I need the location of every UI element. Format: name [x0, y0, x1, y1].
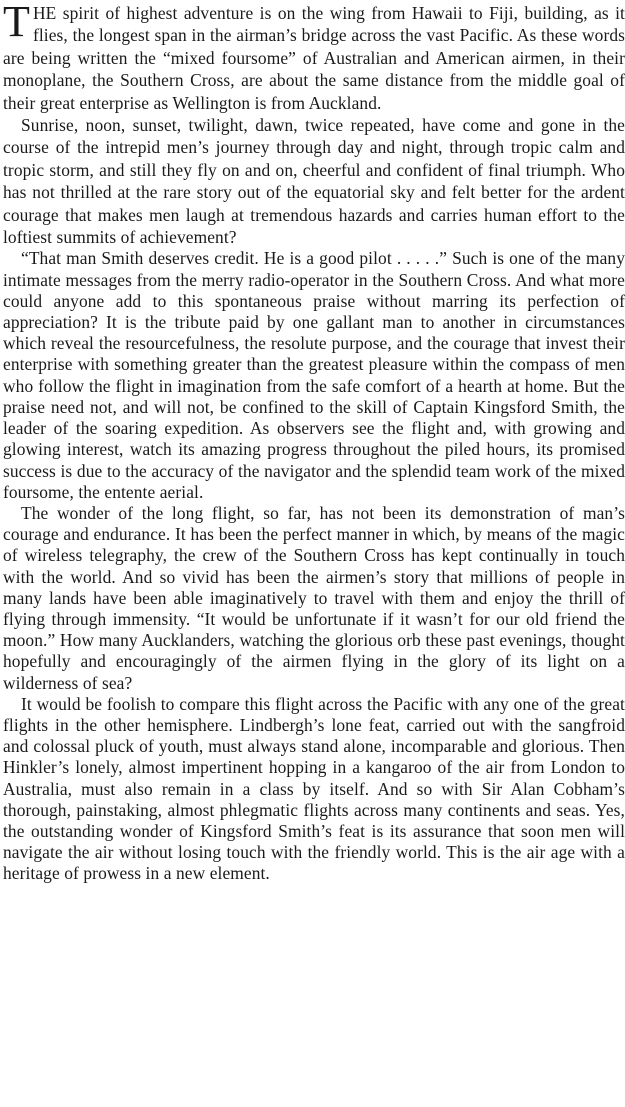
- article: [3, 2, 625, 885]
- paragraph-1-text: HE spirit of highest adventure is on the wing from Hawaii to Fiji, building, as it flies, the longest span in the airman’s bridge across the vast Pacific. As these words are being written the “mixed foursome” of Australian and American airmen, in their monoplane, the Southern Cross, are about the same distance from the middle goal of their great enterprise as Wellington is from Auckland.: [3, 3, 625, 113]
- article-paragraph-4: The wonder of the long flight, so far, has not been its demonstration of man’s courage and endurance. It has been the perfect manner in which, by means of the magic of wireless telegraphy, the crew of the Southern Cross has kept continually in touch with the world. And so vivid has been the airmen’s story that millions of people in many lands have been able imaginatively to travel with them and enjoy the thrill of flying through immensity. “It would be unfortunate if it wasn’t for our old friend the moon.” How many Aucklanders, watching the glorious orb these past evenings, thought hopefully and encouragingly of the airmen flying in the glory of its light on a wilderness of sea?: [3, 502, 625, 693]
- article-paragraph-5: It would be foolish to compare this flight across the Pacific with any one of the great flights in the other hemisphere. Lindbergh’s lone feat, carried out with the sangfroid and colossal pluck of youth, must always stand alone, incomparable and glorious. Then Hinkler’s lonely, almost impertinent hopping in a kangaroo of the air from London to Australia, must also remain in a class by itself. And so with Sir Alan Cobham’s thorough, painstaking, almost phlegmatic flights across many continents and seas. Yes, the outstanding wonder of Kingsford Smith’s feat is its assurance that soon men will navigate the air without losing touch with the friendly world. This is the air age with a heritage of prowess in a new element.: [3, 693, 625, 884]
- article-paragraph-3: “That man Smith deserves credit. He is a good pilot . . . . .” Such is one of the many intimate messages from the merry radio-operator in the Southern Cross. And what more could anyone add to this spontaneous praise without marring its perfection of appreciation? It is the tribute paid by one gallant man to another in circumstances which reveal the resourcefulness, the resolute purpose, and the courage that invest their enterprise with something greater than the greatest pleasure within the compass of men who follow the flight in imagination from the safe comfort of a hearth at home. But the praise need not, and will not, be confined to the skill of Captain Kingsford Smith, the leader of the soaring expedition. As observers see the flight and, with growing and glowing interest, watch its amazing progress throughout the piled hours, its promised success is due to the accuracy of the navigator and the splendid team work of the mixed foursome, the entente aerial.: [3, 248, 625, 502]
- article-paragraph-2: Sunrise, noon, sunset, twilight, dawn, twice repeated, have come and gone in the course of the intrepid men’s journey through day and night, through tropic calm and tropic storm, and still they fly on and on, cheerful and confident of final triumph. Who has not thrilled at the rare story out of the equatorial sky and felt better for the ardent courage that makes men laugh at tremendous hazards and carries human effort to the loftiest summits of achievement?: [3, 115, 625, 248]
- drop-cap: T: [3, 0, 30, 46]
- article-paragraph-1: [3, 2, 625, 114]
